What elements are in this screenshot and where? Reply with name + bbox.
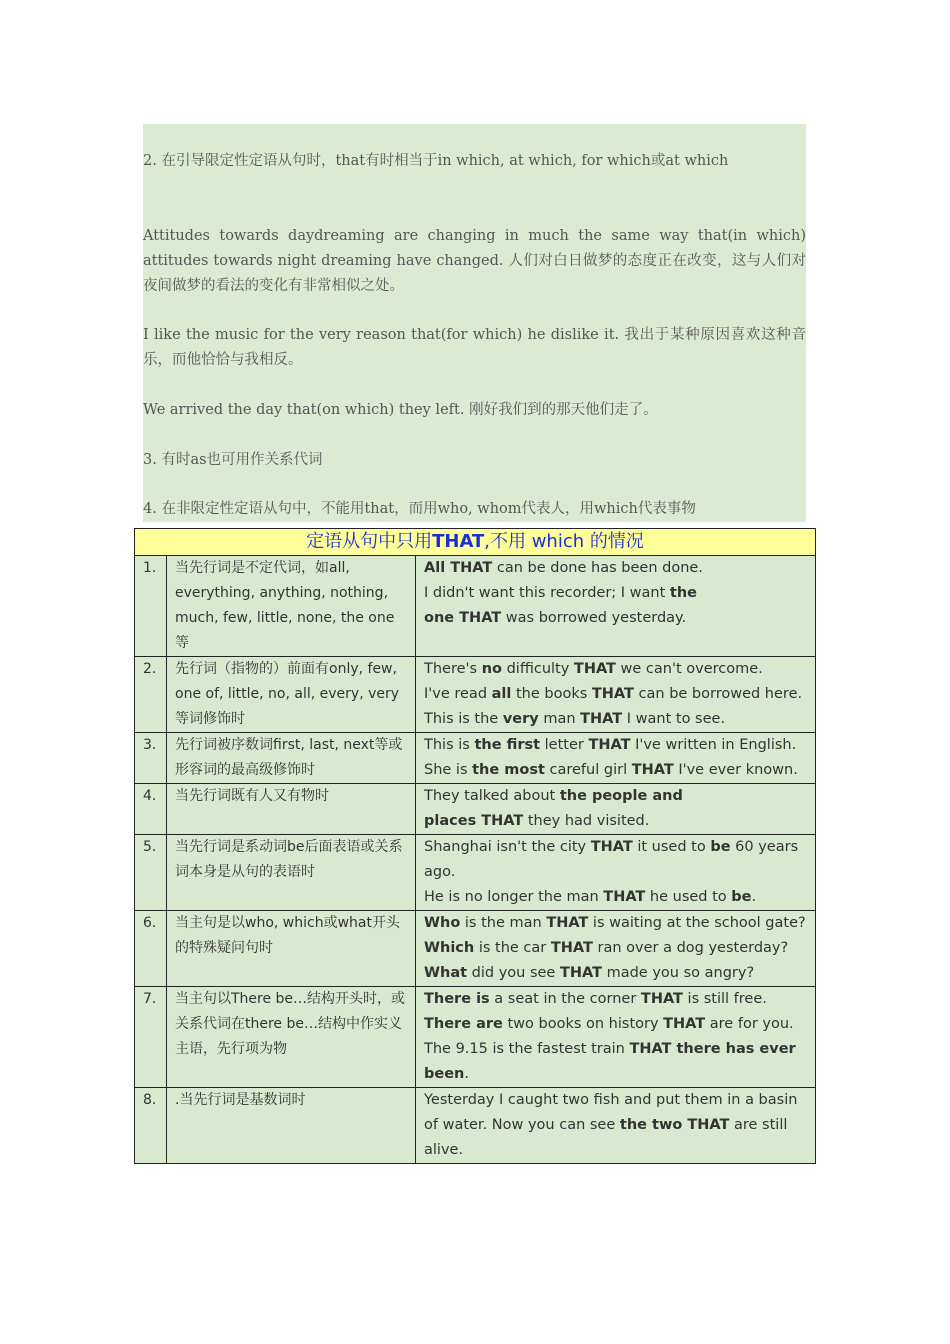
emphasis-text: THAT bbox=[573, 661, 616, 677]
rule-condition: 当先行词是不定代词，如all, everything, anything, nothing, much, few, little, none, the one等 bbox=[167, 556, 416, 657]
note-point-4: 4. 在非限定性定语从句中，不能用that，而用who, whom代表人，用which代表事物 bbox=[143, 501, 696, 517]
note-point-3: 3. 有时as也可用作关系代词 bbox=[143, 452, 323, 468]
example-daydreaming: Attitudes towards daydreaming are changing in much the same way that(in which) attitudes towards night dreaming have changed. 人们对白日做梦的态度正在改变，这与人们对夜间做梦的看法的变化有非常相似之处。 bbox=[143, 228, 806, 294]
plain-text: This is the bbox=[424, 711, 503, 727]
plain-text: ran over a dog yesterday? bbox=[592, 940, 789, 956]
emphasis-text: All THAT bbox=[424, 560, 493, 576]
plain-text: are for you. bbox=[705, 1016, 794, 1032]
plain-text: I've written in English. bbox=[630, 737, 797, 753]
example-sentence bbox=[424, 911, 809, 936]
example-sentence bbox=[424, 581, 809, 606]
emphasis-text: THAT bbox=[591, 686, 634, 702]
plain-text: of water. Now you can see bbox=[424, 1117, 620, 1133]
emphasis-text: THAT bbox=[559, 965, 602, 981]
plain-text: careful girl bbox=[544, 762, 632, 778]
emphasis-text: the bbox=[669, 585, 697, 601]
intro-notes-block bbox=[143, 124, 806, 522]
example-sentence bbox=[424, 1088, 809, 1113]
example-sentence bbox=[424, 1012, 809, 1037]
table-row bbox=[135, 1088, 816, 1164]
example-sentence bbox=[424, 657, 809, 682]
rule-examples bbox=[416, 911, 816, 987]
example-sentence bbox=[424, 835, 809, 860]
rule-condition: 先行词被序数词first, last, next等或形容词的最高级修饰时 bbox=[167, 733, 416, 784]
plain-text: we can't overcome. bbox=[615, 661, 763, 677]
emphasis-text: no bbox=[481, 661, 502, 677]
emphasis-text: THAT bbox=[588, 737, 631, 753]
plain-text: I've read bbox=[424, 686, 492, 702]
rule-condition: 当先行词是系动词be后面表语或关系词本身是从句的表语时 bbox=[167, 835, 416, 911]
example-sentence bbox=[424, 860, 809, 885]
plain-text: is the car bbox=[474, 940, 551, 956]
rule-examples bbox=[416, 835, 816, 911]
plain-text: made you so angry? bbox=[601, 965, 755, 981]
emphasis-text: Which bbox=[424, 940, 475, 956]
table-row bbox=[135, 835, 816, 911]
plain-text: they had visited. bbox=[523, 813, 650, 829]
plain-text: Shanghai isn't the city bbox=[424, 839, 591, 855]
plain-text: is waiting at the school gate? bbox=[588, 915, 806, 931]
emphasis-text: be bbox=[731, 889, 752, 905]
example-sentence bbox=[424, 809, 809, 834]
emphasis-text: THAT bbox=[640, 991, 683, 1007]
plain-text: Yesterday I caught two fish and put them in a basin bbox=[424, 1092, 798, 1108]
emphasis-text: the most bbox=[472, 762, 545, 778]
table-title-bold: THAT bbox=[432, 531, 485, 552]
emphasis-text: There is bbox=[424, 991, 490, 1007]
example-sentence bbox=[424, 987, 809, 1012]
plain-text: are still bbox=[729, 1117, 788, 1133]
emphasis-text: the people and bbox=[559, 788, 683, 804]
rule-examples bbox=[416, 556, 816, 657]
example-music: I like the music for the very reason that(for which) he dislike it. 我出于某种原因喜欢这种音乐，而他恰恰与我相反。 bbox=[143, 327, 806, 368]
plain-text: ago. bbox=[424, 864, 456, 880]
row-number: 4. bbox=[135, 784, 167, 835]
example-sentence bbox=[424, 758, 809, 783]
table-title bbox=[135, 529, 816, 556]
plain-text: . bbox=[751, 889, 757, 905]
emphasis-text: THAT bbox=[580, 711, 623, 727]
example-sentence bbox=[424, 936, 809, 961]
rule-examples bbox=[416, 784, 816, 835]
plain-text: I didn't want this recorder; I want bbox=[424, 585, 670, 601]
plain-text: can be done has been done. bbox=[492, 560, 703, 576]
example-sentence bbox=[424, 784, 809, 809]
plain-text: He is no longer the man bbox=[424, 889, 604, 905]
plain-text: was borrowed yesterday. bbox=[501, 610, 687, 626]
plain-text: is still free. bbox=[682, 991, 767, 1007]
row-number: 7. bbox=[135, 987, 167, 1088]
row-number: 2. bbox=[135, 657, 167, 733]
rule-condition: 当主句是以who, which或what开头的特殊疑问句时 bbox=[167, 911, 416, 987]
rule-condition: 先行词（指物的）前面有only, few, one of, little, no, all, every, very等词修饰时 bbox=[167, 657, 416, 733]
that-only-rules-table bbox=[134, 528, 816, 1164]
table-row bbox=[135, 784, 816, 835]
emphasis-text: be bbox=[710, 839, 731, 855]
rule-examples bbox=[416, 657, 816, 733]
emphasis-text: one THAT bbox=[424, 610, 502, 626]
example-sentence bbox=[424, 707, 809, 732]
row-number: 3. bbox=[135, 733, 167, 784]
example-sentence bbox=[424, 1062, 809, 1087]
plain-text: The 9.15 is the fastest train bbox=[424, 1041, 630, 1057]
emphasis-text: What bbox=[424, 965, 468, 981]
emphasis-text: the first bbox=[474, 737, 541, 753]
emphasis-text: THAT there has ever bbox=[629, 1041, 796, 1057]
emphasis-text: very bbox=[502, 711, 539, 727]
row-number: 8. bbox=[135, 1088, 167, 1164]
example-sentence bbox=[424, 682, 809, 707]
table-title-post: ,不用 which 的情况 bbox=[484, 531, 644, 552]
plain-text: did you see bbox=[467, 965, 560, 981]
table-title-pre: 定语从句中只用 bbox=[306, 531, 433, 552]
plain-text: They talked about bbox=[424, 788, 560, 804]
rule-condition: .当先行词是基数词时 bbox=[167, 1088, 416, 1164]
table-row bbox=[135, 911, 816, 987]
example-sentence bbox=[424, 1138, 809, 1163]
plain-text: This is bbox=[424, 737, 475, 753]
row-number: 5. bbox=[135, 835, 167, 911]
rule-condition: 当先行词既有人又有物时 bbox=[167, 784, 416, 835]
example-sentence bbox=[424, 733, 809, 758]
plain-text: alive. bbox=[424, 1142, 464, 1158]
emphasis-text: THAT bbox=[603, 889, 646, 905]
emphasis-text: the two THAT bbox=[619, 1117, 730, 1133]
example-sentence bbox=[424, 885, 809, 910]
row-number: 6. bbox=[135, 911, 167, 987]
emphasis-text: Who bbox=[424, 915, 461, 931]
emphasis-text: THAT bbox=[550, 940, 593, 956]
example-sentence bbox=[424, 961, 809, 986]
plain-text: man bbox=[538, 711, 581, 727]
emphasis-text: THAT bbox=[663, 1016, 706, 1032]
rule-condition: 当主句以There be…结构开头时，或关系代词在there be…结构中作实义主语，先行项为物 bbox=[167, 987, 416, 1088]
example-sentence bbox=[424, 556, 809, 581]
plain-text: he used to bbox=[645, 889, 732, 905]
emphasis-text: THAT bbox=[546, 915, 589, 931]
row-number: 1. bbox=[135, 556, 167, 657]
table-row bbox=[135, 657, 816, 733]
emphasis-text: THAT bbox=[631, 762, 674, 778]
table-row bbox=[135, 987, 816, 1088]
table-row bbox=[135, 556, 816, 657]
example-arrived: We arrived the day that(on which) they left. 刚好我们到的那天他们走了。 bbox=[143, 402, 658, 418]
example-sentence bbox=[424, 1113, 809, 1138]
emphasis-text: There are bbox=[424, 1016, 503, 1032]
plain-text: a seat in the corner bbox=[489, 991, 641, 1007]
plain-text: I've ever known. bbox=[673, 762, 798, 778]
emphasis-text: places THAT bbox=[424, 813, 524, 829]
table-title-row bbox=[135, 529, 816, 556]
plain-text: it used to bbox=[632, 839, 711, 855]
plain-text: She is bbox=[424, 762, 473, 778]
plain-text: . bbox=[464, 1066, 469, 1082]
example-sentence bbox=[424, 1037, 809, 1062]
plain-text: I want to see. bbox=[622, 711, 726, 727]
plain-text: There's bbox=[424, 661, 482, 677]
table-row bbox=[135, 733, 816, 784]
emphasis-text: THAT bbox=[590, 839, 633, 855]
plain-text: is the man bbox=[460, 915, 547, 931]
plain-text: 60 years bbox=[730, 839, 799, 855]
rule-examples bbox=[416, 987, 816, 1088]
plain-text: the books bbox=[511, 686, 592, 702]
plain-text: difficulty bbox=[501, 661, 574, 677]
note-point-2: 2. 在引导限定性定语从句时，that有时相当于in which, at which, for which或at which bbox=[143, 153, 729, 169]
emphasis-text: been bbox=[424, 1066, 465, 1082]
example-sentence bbox=[424, 606, 809, 631]
rule-examples bbox=[416, 733, 816, 784]
plain-text: letter bbox=[540, 737, 589, 753]
rule-examples bbox=[416, 1088, 816, 1164]
plain-text: can be borrowed here. bbox=[633, 686, 803, 702]
plain-text: two books on history bbox=[502, 1016, 664, 1032]
emphasis-text: all bbox=[491, 686, 512, 702]
